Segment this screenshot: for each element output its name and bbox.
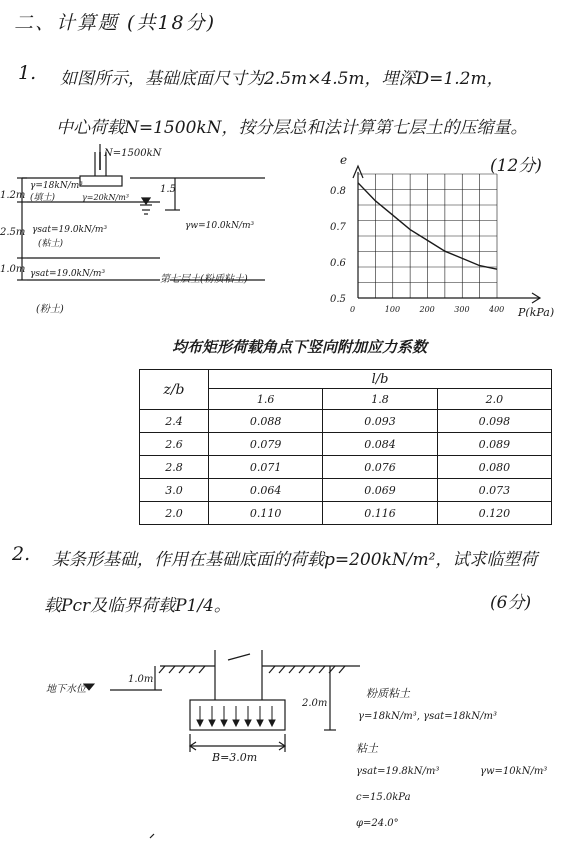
soil2-name: 粘土: [356, 742, 378, 755]
y-tick-label: 0.8: [330, 186, 346, 197]
table-cell: 0.120: [437, 502, 551, 525]
x-tick-label: 100: [384, 305, 401, 314]
layer2-depth: 2.5m: [0, 227, 26, 238]
table-cell: 0.073: [437, 479, 551, 502]
row-z: 2.6: [140, 433, 209, 456]
soil-profile-diagram: [0, 140, 300, 320]
q2-number: 2.: [12, 543, 31, 565]
q2-line1: 某条形基础，作用在基础底面的荷载p=200kN/m²，试求临塑荷: [52, 550, 538, 570]
x-tick-label: 300: [454, 305, 470, 314]
layer1-gamma: γ=18kN/m³: [30, 181, 83, 191]
layer2-gamma: γsat=19.0kN/m³: [32, 225, 108, 235]
table-cell: 0.080: [437, 456, 551, 479]
table-cell: 0.064: [209, 479, 323, 502]
layer1-depth: 1.2m: [0, 190, 26, 201]
q1-score: (12分): [490, 156, 542, 176]
q1-line2: 中心荷载N=1500kN，按分层总和法计算第七层土的压缩量。: [56, 118, 528, 138]
soil2-c: c=15.0kPa: [356, 792, 411, 803]
section-title: 二、计算题 (共18分): [14, 12, 217, 34]
soil2-phi: φ=24.0°: [356, 818, 399, 829]
q2-line2: 载Pcr及临界荷载P1/4。: [44, 596, 231, 616]
table-cell: 0.093: [323, 410, 437, 433]
table-cell: 0.076: [323, 456, 437, 479]
q1-line1: 如图所示，基础底面尺寸为2.5m×4.5m，埋深D=1.2m，: [60, 69, 504, 89]
group-header: l/b: [209, 370, 552, 389]
gamma-w: γw=10.0kN/m³: [185, 221, 255, 231]
layer3-depth: 1.0m: [0, 264, 26, 275]
row-z: 2.4: [140, 410, 209, 433]
soil2-gw: γw=10kN/m³: [480, 766, 548, 777]
depth-label: 1.0m: [128, 674, 154, 685]
layer3-gamma: γsat=19.0kN/m³: [30, 269, 106, 279]
layer3-note: 第七层土(粉质粘土): [160, 274, 248, 285]
soil1-name: 粉质粘土: [366, 687, 410, 700]
stress-coefficient-table: [139, 369, 552, 525]
table-row: [140, 502, 552, 525]
soil2-gamma: γsat=19.8kN/m³: [356, 766, 440, 777]
table-row: [140, 456, 552, 479]
table-row: [140, 410, 552, 433]
table-cell: 0.071: [209, 456, 323, 479]
column-header: 1.8: [323, 389, 437, 410]
x-tick-label: 0: [350, 305, 356, 314]
width-label: B=3.0m: [212, 751, 258, 764]
table-cell: 0.079: [209, 433, 323, 456]
bottom-depth-label: 2.0m: [302, 698, 328, 709]
layer2-name: (粘土): [38, 239, 64, 249]
x-axis-title: P(kPa): [518, 306, 555, 317]
table-title: 均布矩形荷载角点下竖向附加应力系数: [172, 338, 428, 356]
y-tick-label: 0.6: [330, 258, 346, 269]
x-tick-label: 200: [419, 305, 435, 314]
table-cell: 0.069: [323, 479, 437, 502]
soil1-props: γ=18kN/m³, γsat=18kN/m³: [358, 711, 497, 722]
wt-depth: 1.5: [160, 184, 176, 195]
ep-curve-chart: [322, 152, 572, 317]
layer3-name: (粉土): [36, 304, 64, 315]
row-z: 3.0: [140, 479, 209, 502]
table-cell: 0.110: [209, 502, 323, 525]
q2-score: (6分): [490, 593, 532, 613]
y-tick-label: 0.7: [330, 222, 346, 233]
table-row: [140, 479, 552, 502]
q1-number: 1.: [18, 62, 37, 84]
table-cell: 0.089: [437, 433, 551, 456]
table-cell: 0.116: [323, 502, 437, 525]
column-header: 2.0: [437, 389, 551, 410]
y-axis-title: e: [340, 153, 348, 167]
table-cell: 0.098: [437, 410, 551, 433]
layer1-side: γ=20kN/m³: [82, 193, 129, 202]
row-z: 2.0: [140, 502, 209, 525]
table-cell: 0.084: [323, 433, 437, 456]
ground-water-label: 地下水位: [46, 684, 86, 695]
x-tick-label: 400: [489, 305, 505, 314]
table-row: [140, 433, 552, 456]
row-z: 2.8: [140, 456, 209, 479]
column-header: 1.6: [209, 389, 323, 410]
corner-header: z/b: [140, 370, 209, 410]
strip-foundation-diagram: [0, 640, 576, 845]
load-label: N=1500kN: [104, 148, 162, 159]
y-tick-label: 0.5: [330, 294, 346, 305]
table-cell: 0.088: [209, 410, 323, 433]
layer1-name: (填土): [30, 193, 56, 203]
